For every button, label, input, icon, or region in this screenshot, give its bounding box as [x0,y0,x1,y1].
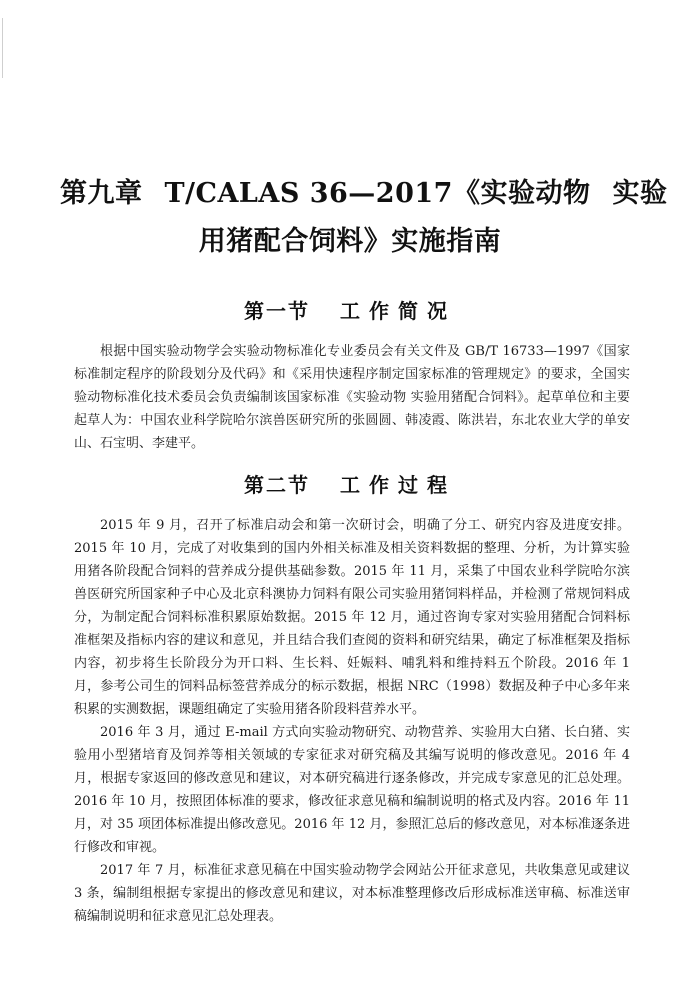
section-2-body [74,514,630,928]
section-heading-2 [0,472,700,498]
section-number: 第二节 [244,473,310,497]
paragraph: 2016 年 3 月，通过 E-mail 方式向实验动物研究、动物营养、实验用大白猪、长白猪、实验用小型猪培育及饲养等相关领域的专家征求对研究稿及其编写说明的修改意见。2016 年 4 月，根据专家返回的修改意见和建议，对本研究稿进行逐条修改，并完成专家意见的汇总处理。2016 年 10 月，按照团体标准的要求，修改征求意见稿和编制说明的格式及内容。2016 年 11 月，对 35 项团体标准提出修改意见。2016 年 12 月，参照汇总后的修改意见，对本标准逐条进行修改和审视。 [74,725,630,855]
chapter-number: 第九章 [60,178,143,209]
paragraph: 根据中国实验动物学会实验动物标准化专业委员会有关文件及 GB/T 16733—1997《国家标准制定程序的阶段划分及代码》和《采用快速程序制定国家标准的管理规定》的要求，全国实验动物标准化技术委员会负责编制该国家标准《实验动物 实验用猪配合饲料》。起草单位和主要起草人为：中国农业科学院哈尔滨兽医研究所的张圆圆、韩凌霞、陈洪岩，东北农业大学的单安山、石宝明、李建平。 [74,344,630,451]
chapter-title [60,170,668,266]
chapter-standard-code: T/CALAS 36—2017《实验动物 [164,178,591,209]
section-1-body [74,340,630,455]
section-title: 工作过程 [340,473,456,497]
section-heading-1 [0,298,700,324]
paragraph: 2015 年 9 月，召开了标准启动会和第一次研讨会，明确了分工、研究内容及进度安排。2015 年 10 月，完成了对收集到的国内外相关标准及相关资料数据的整理、分析，为计算实验用猪各阶段配合饲料的营养成分提供基础参数。2015 年 11 月，采集了中国农业科学院哈尔滨兽医研究所国家种子中心及北京科澳协力饲料有限公司实验用猪饲料样品，并检测了常规饲料成分，为制定配合饲料标准积累原始数据。2015 年 12 月，通过咨询专家对实验用猪配合饲料标准框架及指标内容的建议和意见，并且结合我们查阅的资料和研究结果，确定了标准框架及指标内容，初步将生长阶段分为开口料、生长料、妊娠料、哺乳料和维持料五个阶段。2016 年 1 月，参考公司生的饲料品标签营养成分的标示数据，根据 NRC（1998）数据及种子中心多年来积累的实测数据，课题组确定了实验用猪各阶段料营养水平。 [74,518,630,717]
chapter-title-word: 实验 [612,178,668,209]
chapter-title-line-2: 用猪配合饲料》实施指南 [198,226,502,257]
paragraph: 2017 年 7 月，标准征求意见稿在中国实验动物学会网站公开征求意见，共收集意见或建议 3 条，编制组根据专家提出的修改意见和建议，对本标准整理修改后形成标准送审稿、标准送审稿编制说明和征求意见汇总处理表。 [74,863,630,924]
section-number: 第一节 [244,299,310,323]
section-title: 工作简况 [340,299,456,323]
chapter-title-line-1 [60,170,668,218]
scan-edge-line [2,18,3,78]
